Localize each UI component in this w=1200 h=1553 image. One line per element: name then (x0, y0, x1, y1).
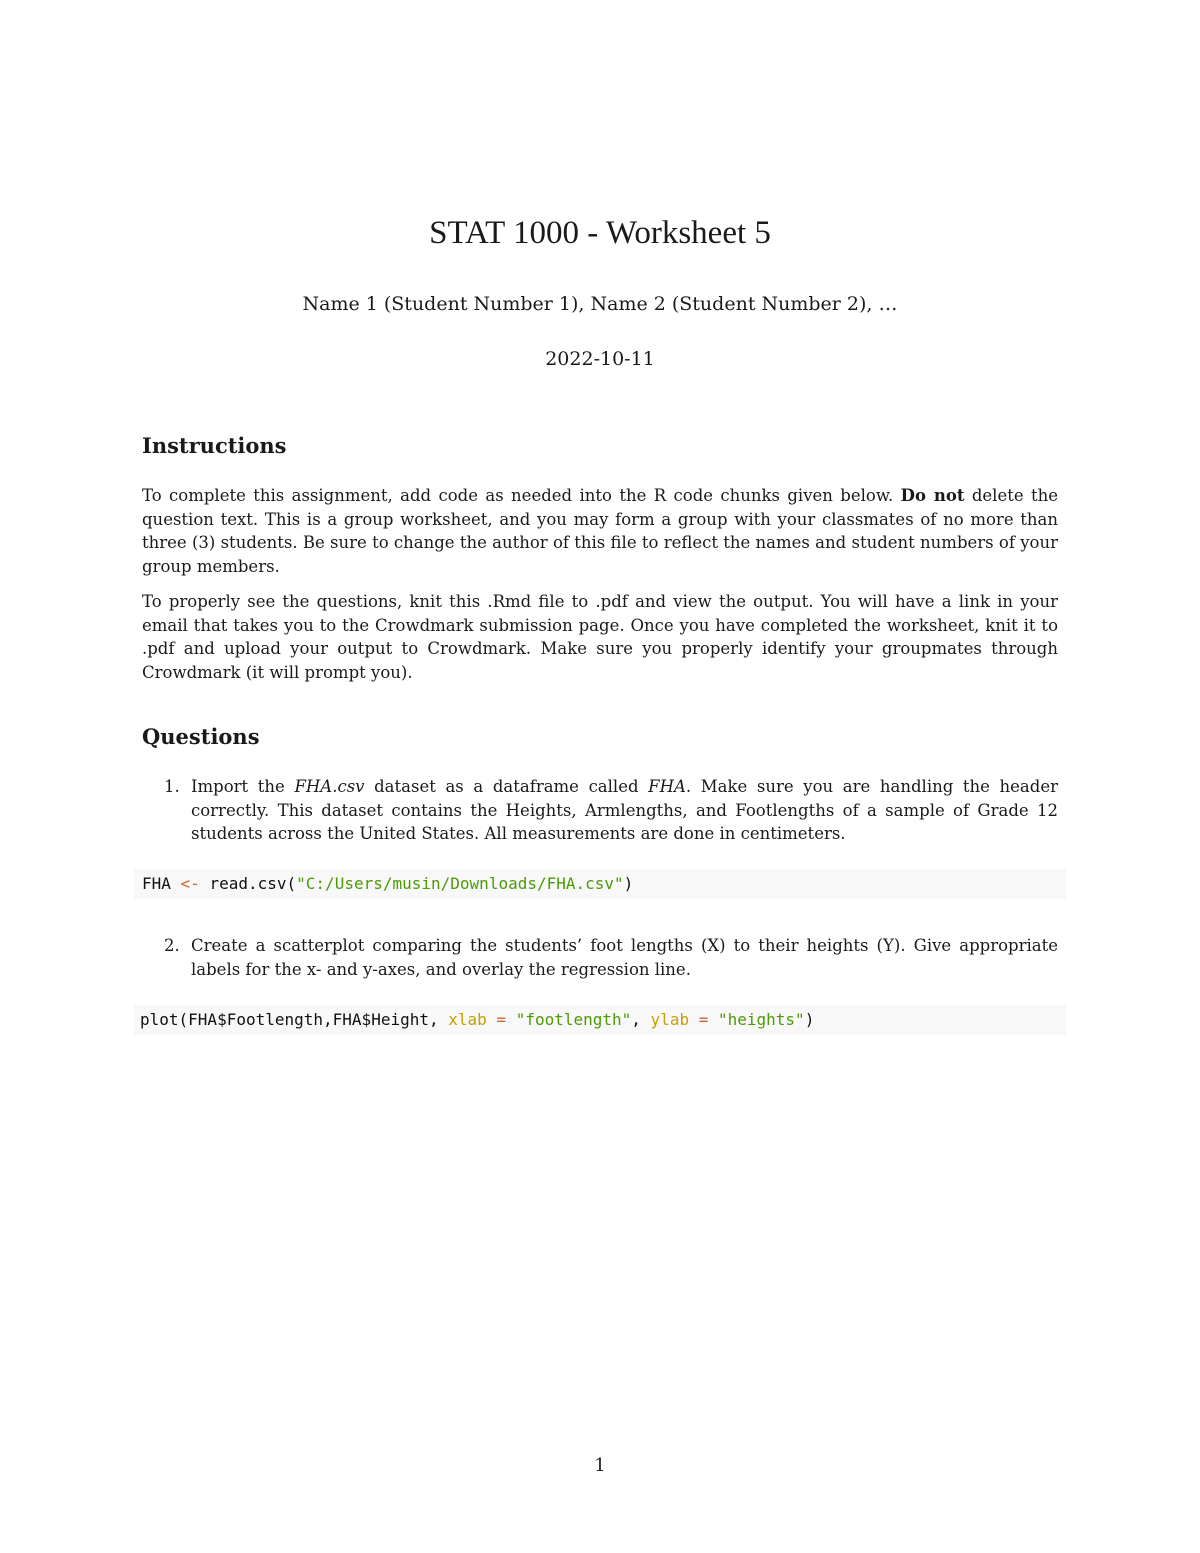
code-equals: = (689, 1010, 718, 1029)
dataframe-name: FHA (648, 777, 686, 796)
code-equals: = (486, 1010, 516, 1029)
question-text: Create a scatterplot comparing the students’ foot lengths (X) to their heights (Y). Give appropriate labels for the x- and y-axes, and overlay the regression line. (191, 936, 1058, 979)
instructions-heading: Instructions (142, 433, 287, 458)
code-argument: xlab (448, 1010, 487, 1029)
page-number: 1 (594, 1455, 606, 1476)
code-variable: FHA (142, 874, 171, 893)
question-1 (164, 775, 1058, 846)
code-assign-operator: <- (180, 874, 200, 893)
code-comma: , (631, 1010, 651, 1029)
instructions-paragraph-2: To properly see the questions, knit this .Rmd file to .pdf and view the output. You will have a link in your email that takes you to the Crowdmark submission page. Once you have completed the worksheet, knit it to .pdf and upload your output to Crowdmark. Make sure you properly identify your groupmates through Crowdmark (it will prompt you). (142, 592, 1058, 682)
code-string: "heights" (717, 1010, 805, 1029)
code-function: plot(FHA$Footlength,FHA$Height, (140, 1010, 449, 1029)
instructions-paragraph-1 (142, 484, 1058, 578)
document-authors: Name 1 (Student Number 1), Name 2 (Student Number 2), … (302, 293, 898, 315)
questions-heading: Questions (142, 724, 260, 749)
code-argument: ylab (650, 1010, 690, 1029)
instructions-emphasis: Do not (900, 486, 965, 505)
instructions-text: delete the question text. This is a group worksheet, and you may form a group with your classmates of no more than three (3) students. Be sure to change the author of this file to reflect the names and student numbers of your group members. (142, 486, 1059, 576)
code-close-paren: ) (623, 874, 634, 893)
code-function: read.csv( (209, 874, 297, 893)
question-text (191, 775, 1058, 846)
question-2 (164, 934, 1058, 981)
code-chunk-2 (134, 1005, 1066, 1035)
code-chunk-1 (134, 869, 1066, 899)
document-title: STAT 1000 - Worksheet 5 (429, 215, 771, 251)
question-text-part: dataset as a dataframe called (364, 777, 649, 796)
code-string: "C:/Users/musin/Downloads/FHA.csv" (296, 874, 624, 893)
question-number: 2. (164, 936, 180, 955)
instructions-text: To complete this assignment, add code as needed into the R code chunks given below. (142, 486, 901, 505)
question-text-part: Import the (191, 777, 295, 796)
code-close-paren: ) (804, 1010, 815, 1029)
code-string: "footlength" (515, 1010, 632, 1029)
question-text-part: . Make sure you are handling the header correctly. This dataset contains the Heights, Armlengths, and Footlengths of a sample of Grade 12 students across the United States. All measurements are done in centimeters. (191, 777, 1058, 844)
dataset-filename: FHA.csv (294, 777, 365, 796)
document-date: 2022-10-11 (545, 348, 655, 370)
question-number: 1. (164, 777, 180, 796)
